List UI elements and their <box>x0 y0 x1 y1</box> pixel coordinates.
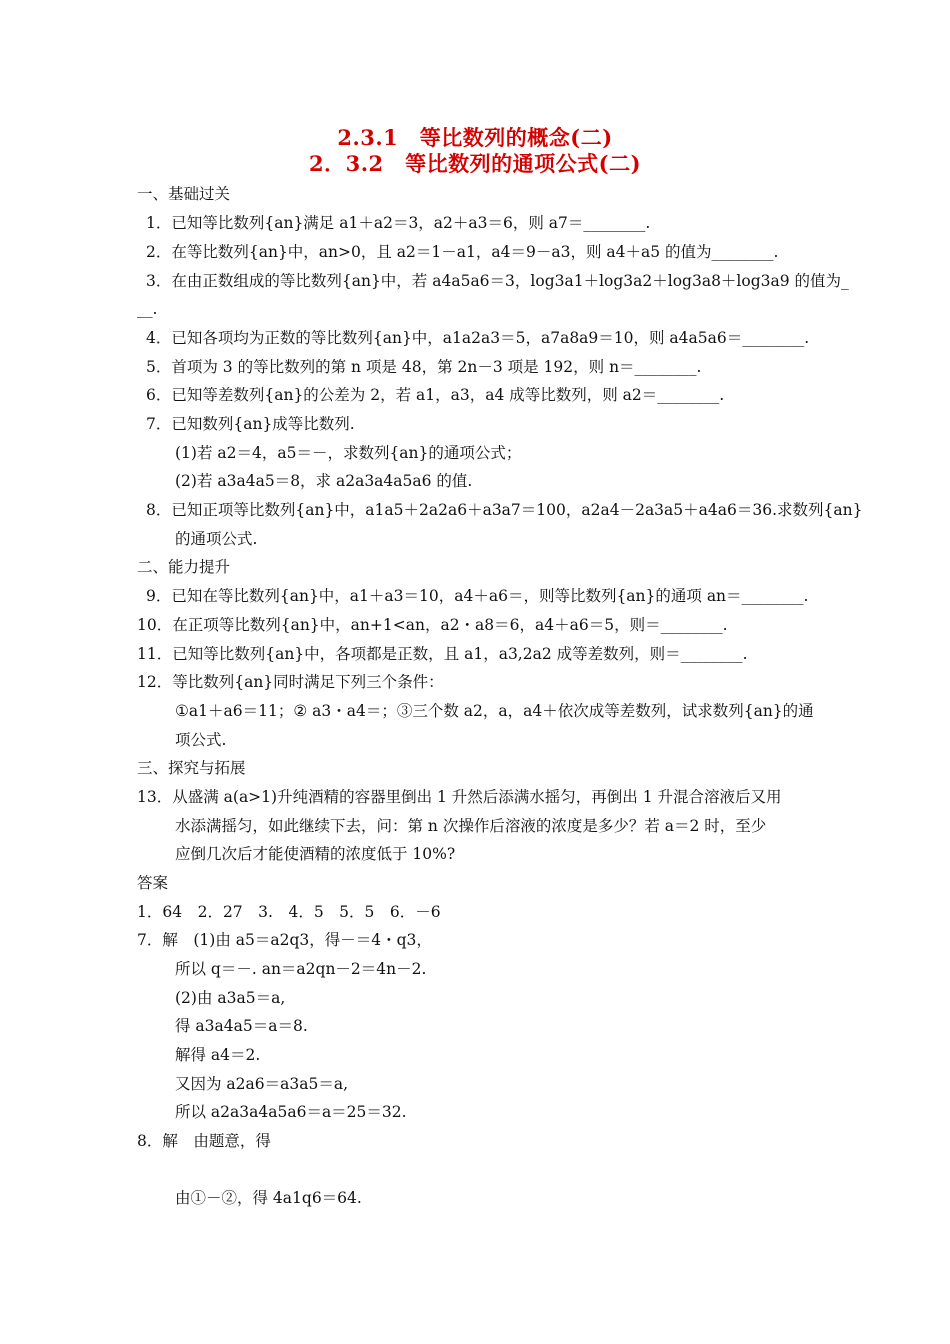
answer-7-line-2: 所以 q＝－. an＝a2qn－2＝4n－2. <box>175 960 427 978</box>
answer-7-line-7: 所以 a2a3a4a5a6＝a＝25＝32. <box>175 1103 407 1121</box>
question-6: 6．已知等差数列{an}的公差为 2，若 a1，a3，a4 成等比数列，则 a2＝________. <box>146 386 725 404</box>
question-11: 11．已知等比数列{an}中，各项都是正数，且 a1，a3,2a2 成等差数列，则＝________. <box>137 645 748 663</box>
answers-1-to-6: 1．64 2．27 3. 4．5 5．5 6．－6 <box>137 903 441 921</box>
question-4: 4．已知各项均为正数的等比数列{an}中，a1a2a3＝5，a7a8a9＝10，则 a4a5a6＝________. <box>146 329 810 347</box>
question-3: 3．在由正数组成的等比数列{an}中，若 a4a5a6＝3，log3a1＋log3a2＋log3a8＋log3a9 的值为_ <box>146 272 849 290</box>
question-12-continued: 项公式. <box>175 731 227 749</box>
answer-7-line-6: 又因为 a2a6＝a3a5＝a, <box>175 1075 349 1093</box>
question-13-line-3: 应倒几次后才能使酒精的浓度低于 10%? <box>175 845 456 863</box>
section-heading-advanced: 二、能力提升 <box>137 558 231 576</box>
question-9: 9．已知在等比数列{an}中，a1＋a3＝10，a4＋a6＝，则等比数列{an}的通项 an＝________. <box>146 587 809 605</box>
answer-7-line-3: (2)由 a3a5＝a, <box>175 989 286 1007</box>
question-12: 12．等比数列{an}同时满足下列三个条件： <box>137 673 444 691</box>
answer-8: 8．解 由题意，得 <box>137 1132 271 1150</box>
question-13: 13．从盛满 a(a>1)升纯酒精的容器里倒出 1 升然后添满水摇匀，再倒出 1 升混合溶液后又用 <box>137 788 782 806</box>
section-heading-basic: 一、基础过关 <box>137 185 231 203</box>
question-7: 7．已知数列{an}成等比数列. <box>146 415 355 433</box>
section-heading-explore: 三、探究与拓展 <box>137 759 246 777</box>
answer-7-line-4: 得 a3a4a5＝a＝8. <box>175 1017 308 1035</box>
question-8: 8．已知正项等比数列{an}中，a1a5＋2a2a6＋a3a7＝100，a2a4－2a3a5＋a4a6＝36.求数列{an} <box>146 501 863 519</box>
question-13-line-2: 水添满摇匀，如此继续下去，问：第 n 次操作后溶液的浓度是多少？若 a＝2 时，至少 <box>175 817 767 835</box>
question-5: 5．首项为 3 的等比数列的第 n 项是 48，第 2n－3 项是 192，则 n＝________. <box>146 358 702 376</box>
question-8-continued: 的通项公式. <box>175 530 258 548</box>
question-10: 10．在正项等比数列{an}中，an+1<an，a2・a8＝6，a4＋a6＝5，则＝________. <box>137 616 728 634</box>
answer-8-line-2: 由①－②，得 4a1q6＝64. <box>175 1189 362 1207</box>
question-12-conditions: ①a1＋a6＝11；② a3・a4＝；③三个数 a2，a，a4＋依次成等差数列，试求数列{an}的通 <box>175 702 814 720</box>
answers-heading: 答案 <box>137 874 169 892</box>
title-line-2: 2．3.2 等比数列的通项公式(二) <box>308 151 642 176</box>
answer-7: 7．解 (1)由 a5＝a2q3，得－＝4・q3， <box>137 931 432 949</box>
question-3-continued: __. <box>137 300 158 318</box>
answer-7-line-5: 解得 a4＝2. <box>175 1046 261 1064</box>
question-7-part-2: (2)若 a3a4a5＝8，求 a2a3a4a5a6 的值. <box>175 472 473 490</box>
question-1: 1．已知等比数列{an}满足 a1＋a2＝3，a2＋a3＝6，则 a7＝________. <box>146 214 651 232</box>
title-line-1: 2.3.1 等比数列的概念(二) <box>337 125 613 150</box>
question-7-part-1: (1)若 a2＝4，a5＝－，求数列{an}的通项公式； <box>175 444 522 462</box>
question-2: 2．在等比数列{an}中，an>0，且 a2＝1－a1，a4＝9－a3，则 a4＋a5 的值为________. <box>146 243 779 261</box>
